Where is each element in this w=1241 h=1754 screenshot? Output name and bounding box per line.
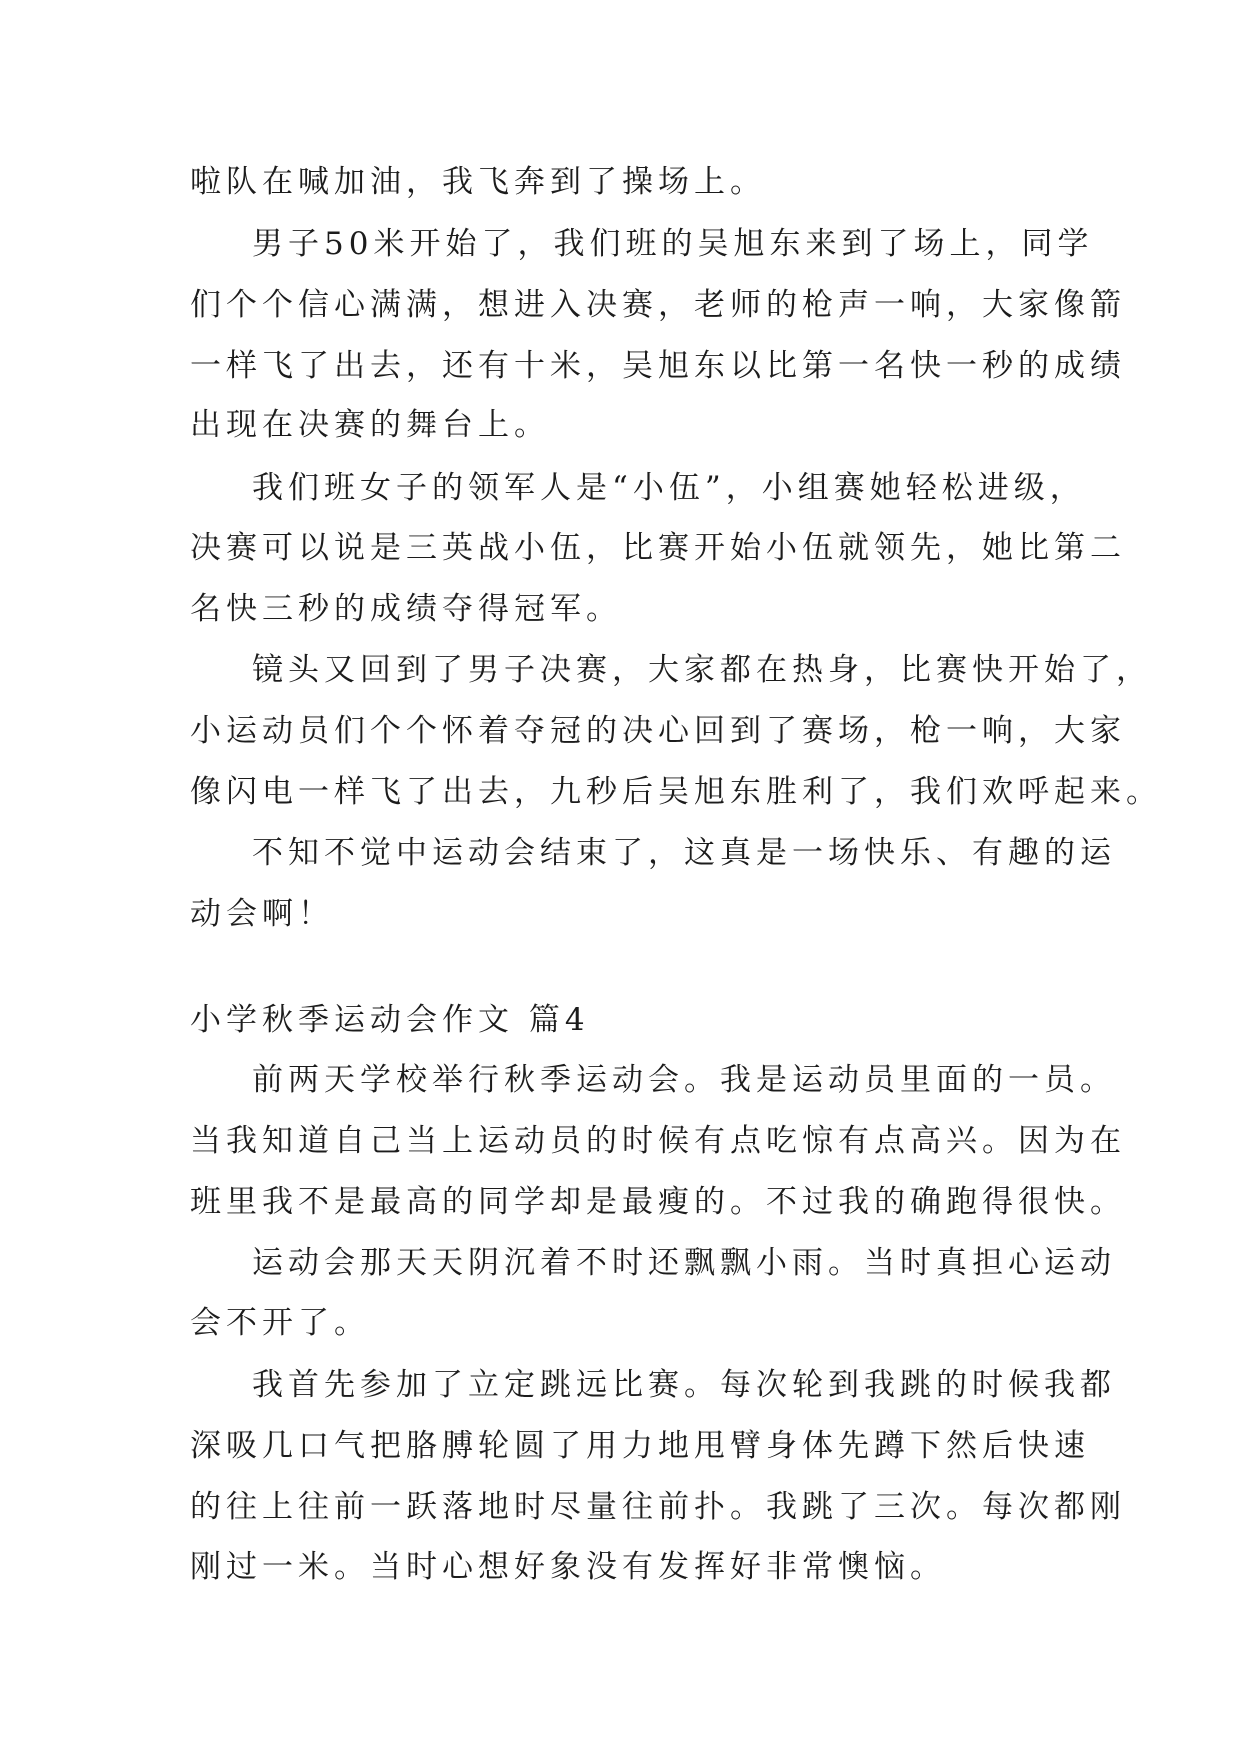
paragraph-first-line: 运动会那天天阴沉着不时还飘飘小雨。当时真担心运动	[252, 1245, 1116, 1281]
paragraph-first-line: 前两天学校举行秋季运动会。我是运动员里面的一员。	[252, 1062, 1116, 1098]
text-line: 的往上往前一跃落地时尽量往前扑。我跳了三次。每次都刚	[190, 1489, 1126, 1525]
paragraph-first-line: 我首先参加了立定跳远比赛。每次轮到我跳的时候我都	[252, 1367, 1116, 1403]
text-line: 们个个信心满满，想进入决赛，老师的枪声一响，大家像箭	[190, 287, 1126, 323]
text-line: 名快三秒的成绩夺得冠军。	[190, 591, 622, 627]
paragraph-first-line: 镜头又回到了男子决赛，大家都在热身，比赛快开始了，	[252, 652, 1152, 688]
text-line: 一样飞了出去，还有十米，吴旭东以比第一名快一秒的成绩	[190, 348, 1126, 384]
paragraph-first-line: 我们班女子的领军人是“小伍”，小组赛她轻松进级，	[252, 470, 1086, 506]
section-heading: 小学秋季运动会作文 篇4	[190, 1002, 590, 1038]
text-line: 像闪电一样飞了出去，九秒后吴旭东胜利了，我们欢呼起来。	[190, 774, 1162, 810]
text-line: 小运动员们个个怀着夺冠的决心回到了赛场，枪一响，大家	[190, 713, 1126, 749]
text-line: 动会啊！	[190, 896, 334, 932]
text-line: 班里我不是最高的同学却是最瘦的。不过我的确跑得很快。	[190, 1184, 1126, 1220]
paragraph-first-line: 不知不觉中运动会结束了，这真是一场快乐、有趣的运	[252, 835, 1116, 871]
text-line: 深吸几口气把胳膊轮圆了用力地甩臂身体先蹲下然后快速	[190, 1428, 1090, 1464]
text-line: 出现在决赛的舞台上。	[190, 407, 550, 443]
text-line: 会不开了。	[190, 1305, 370, 1341]
text-line: 当我知道自己当上运动员的时候有点吃惊有点高兴。因为在	[190, 1123, 1126, 1159]
text-line: 决赛可以说是三英战小伍，比赛开始小伍就领先，她比第二	[190, 530, 1126, 566]
text-line: 啦队在喊加油，我飞奔到了操场上。	[190, 164, 766, 200]
paragraph-first-line: 男子50米开始了，我们班的吴旭东来到了场上，同学	[252, 226, 1094, 262]
text-line: 刚过一米。当时心想好象没有发挥好非常懊恼。	[190, 1549, 946, 1585]
